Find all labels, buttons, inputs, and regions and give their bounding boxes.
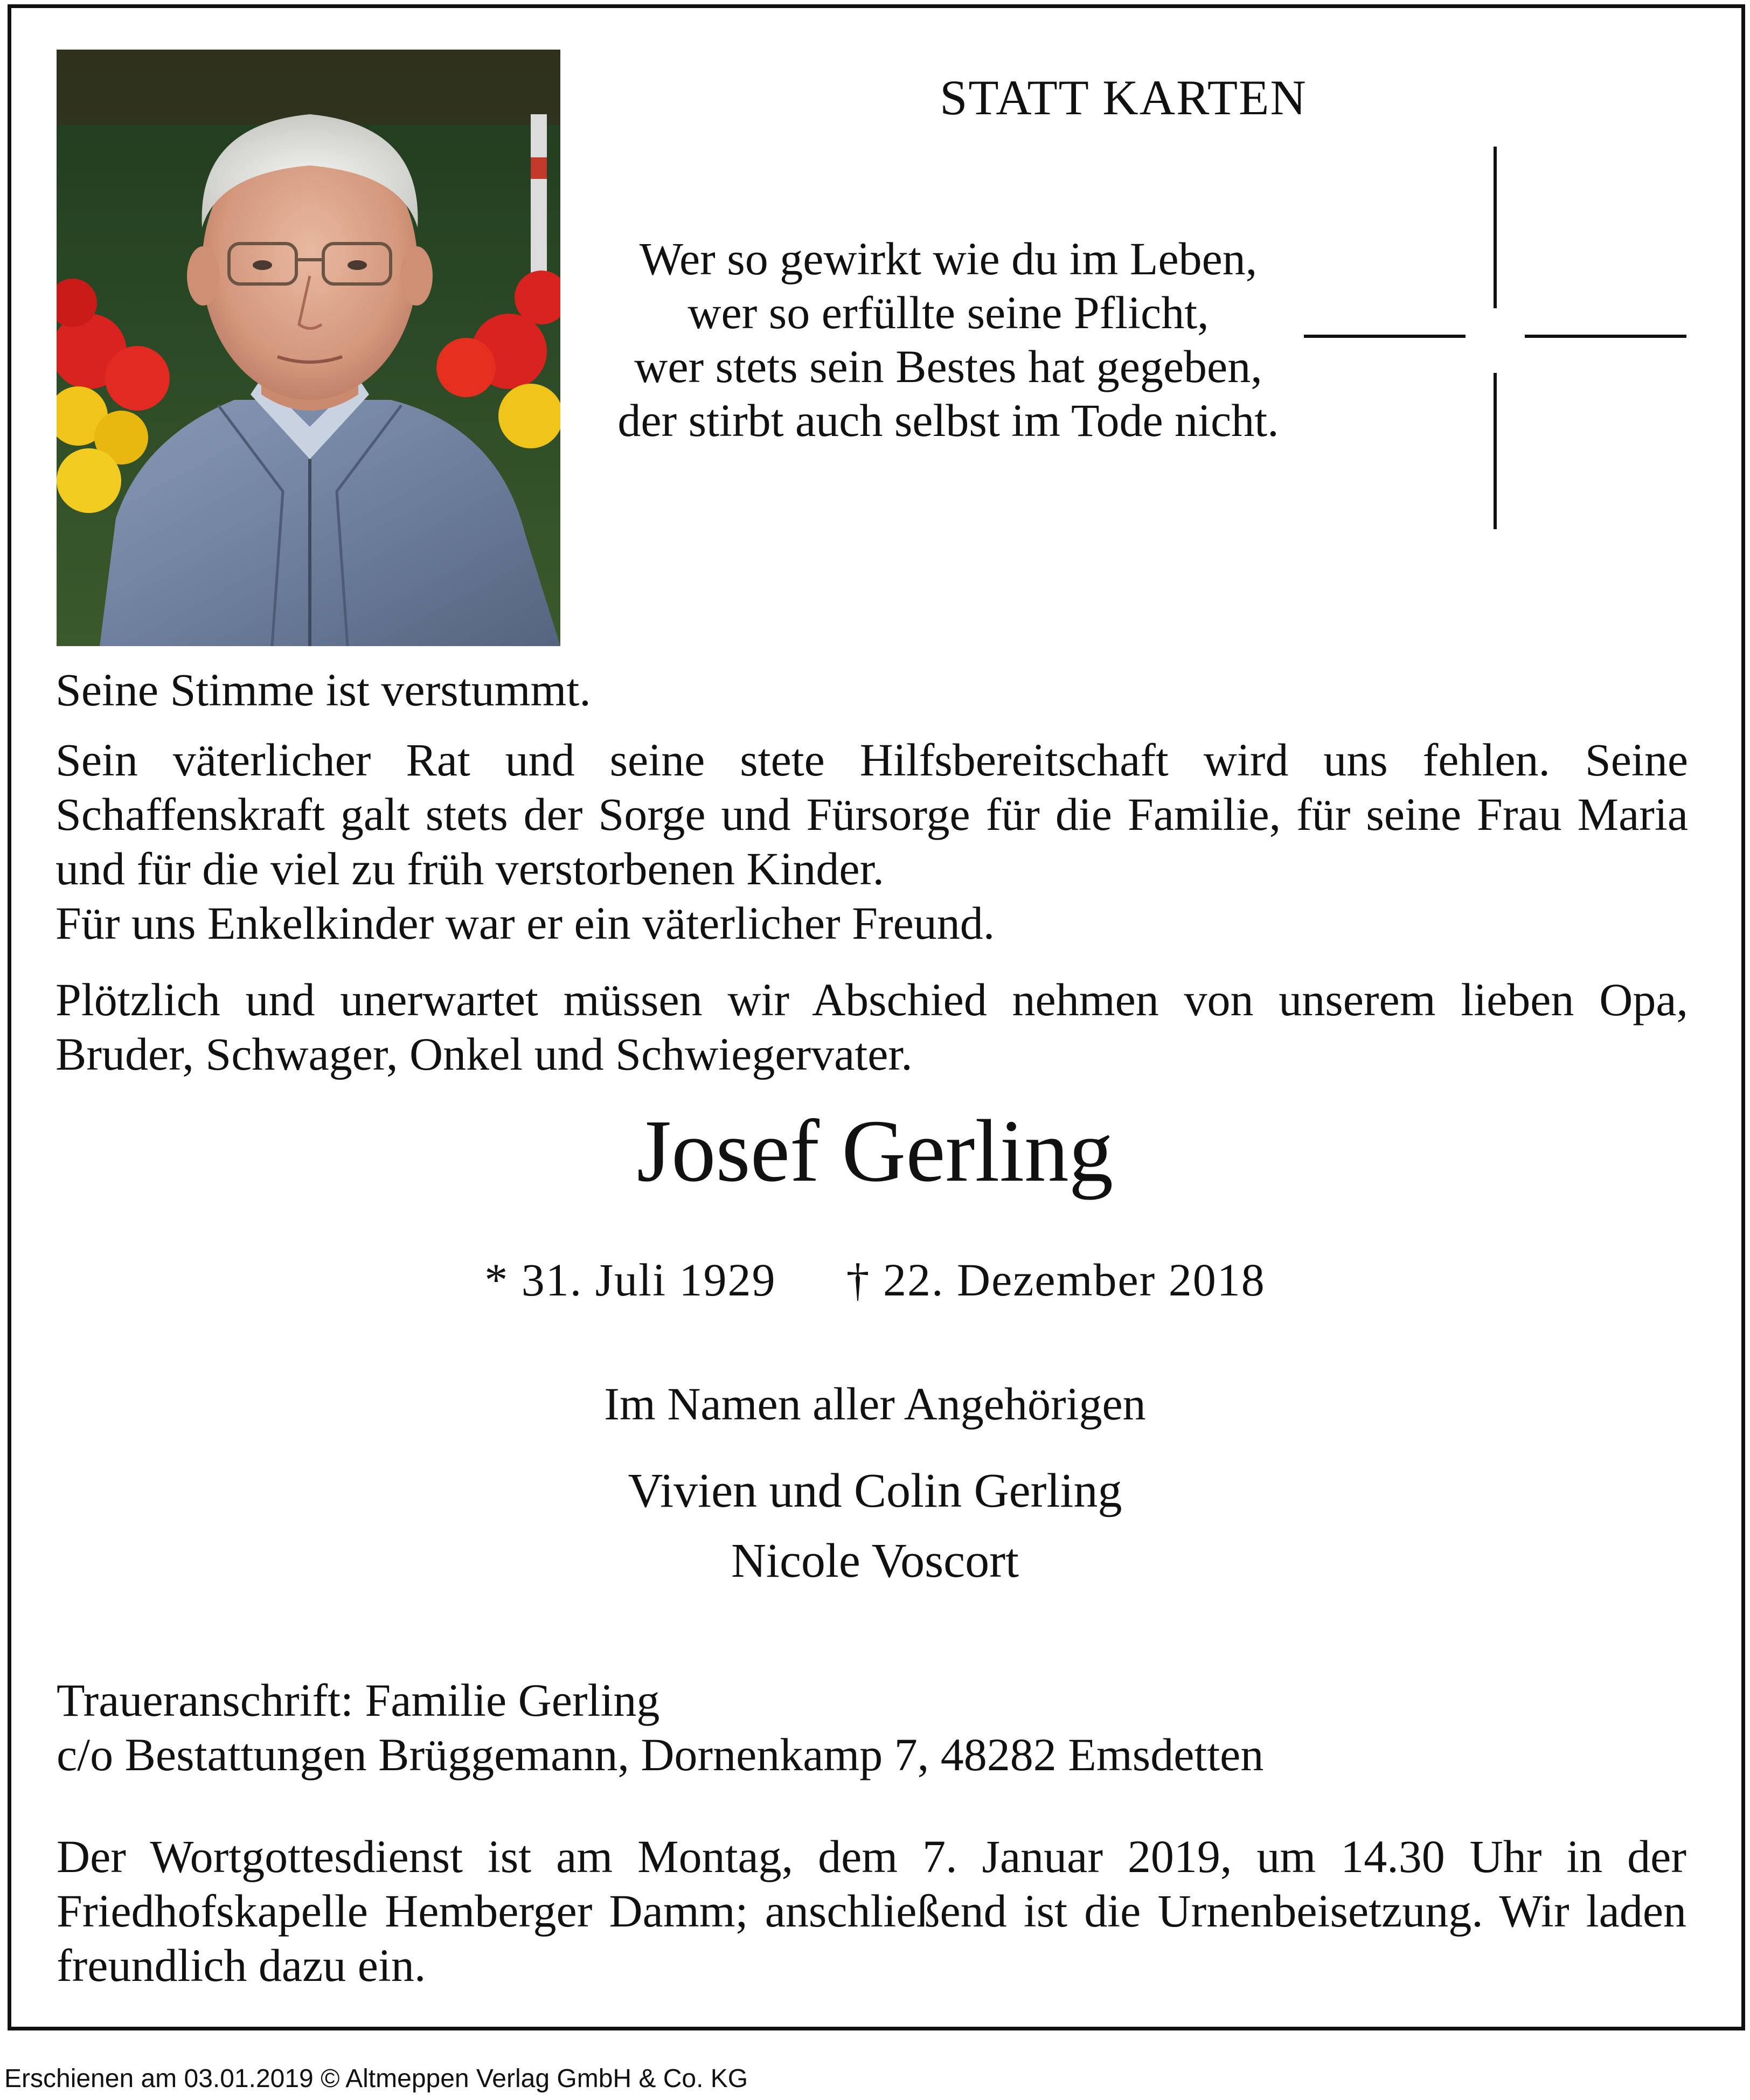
mourner-name: Vivien und Colin Gerling	[628, 1464, 1122, 1517]
address-line-2: c/o Bestattungen Brüggemann, Dornenkamp 7, 48282 Emsdetten	[57, 1729, 1264, 1780]
cross-icon	[1304, 147, 1686, 529]
poem-line: der stirbt auch selbst im Tode nicht.	[617, 394, 1279, 446]
address-line-1: Traueranschrift: Familie Gerling	[57, 1674, 660, 1726]
service-info: Der Wortgottesdienst ist am Montag, dem 7. Januar 2019, um 14.30 Uhr in der Friedhofskapelle Hemberger Damm; anschließend ist die Urnenbeisetzung. Wir laden freundlich dazu ein.	[57, 1831, 1686, 1991]
text-paragraph-2	[55, 733, 1688, 951]
poem-line: wer stets sein Bestes hat gegeben,	[634, 341, 1262, 392]
poem-line: wer so erfüllte seine Pflicht,	[688, 287, 1209, 338]
mourner-name: Nicole Voscort	[731, 1534, 1019, 1588]
deceased-name: Josef Gerling	[636, 1101, 1114, 1200]
life-dates	[0, 1253, 1750, 1307]
text-paragraph-2-main: Sein väterlicher Rat und seine stete Hilfsbereitschaft wird uns fehlen. Seine Schaffenskraft galt stets der Sorge und Fürsorge für die Familie, für seine Frau Maria und für die viel zu früh verstorbenen Kinder.	[55, 734, 1688, 895]
publication-footer: Erschienen am 03.01.2019 © Altmeppen Verlag GmbH & Co. KG	[4, 2064, 748, 2093]
mourners-intro: Im Namen aller Angehörigen	[604, 1378, 1146, 1430]
death-date: † 22. Dezember 2018	[846, 1254, 1266, 1306]
text-paragraph-3: Plötzlich und unerwartet müssen wir Abschied nehmen von unserem lieben Opa, Bruder, Schwager, Onkel und Schwiegervater.	[55, 974, 1688, 1080]
birth-date: * 31. Juli 1929	[484, 1254, 776, 1306]
statt-karten-heading: STATT KARTEN	[940, 70, 1307, 125]
text-paragraph-2-tail: Für uns Enkelkinder war er ein väterlicher Freund.	[55, 897, 995, 949]
text-paragraph-1: Seine Stimme ist verstummt.	[55, 664, 591, 716]
poem	[571, 232, 1325, 447]
portrait-photo	[57, 50, 560, 646]
mourning-address	[57, 1673, 1263, 1782]
poem-line: Wer so gewirkt wie du im Leben,	[639, 233, 1258, 285]
